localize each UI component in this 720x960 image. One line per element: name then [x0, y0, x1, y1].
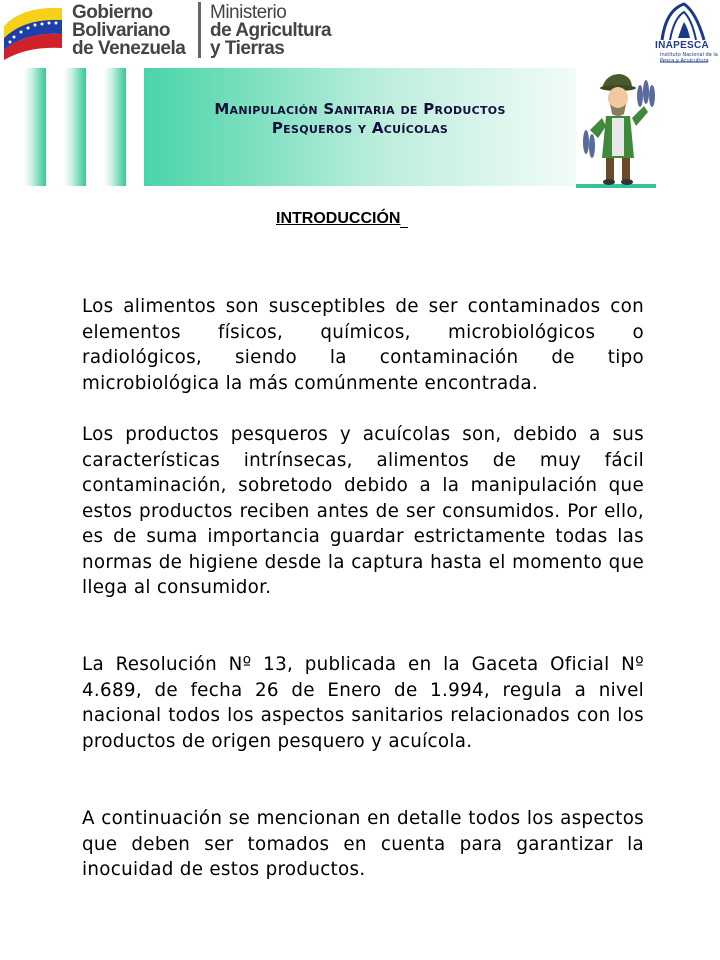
banner-stripe	[24, 68, 46, 186]
banner-stripe	[104, 68, 126, 186]
banner-title: Manipulación Sanitaria de Productos Pesqueros y Acuícolas	[214, 100, 506, 137]
inapesca-name: INAPESCA	[655, 40, 710, 51]
government-logo	[0, 0, 340, 62]
paragraph: A continuación se mencionan en detalle todos los aspectos que deben ser tomados en cuenta para garantizar la inocuidad de estos productos.	[82, 808, 644, 880]
venezuela-flag-icon	[2, 4, 64, 60]
paragraph: Los productos pesqueros y acuícolas son, debido a sus características intrínsecas, alimentos de muy fácil contaminación, sobretodo debido a la manipulación que estos productos reciben antes de ser consumidos. Por ello, es de suma importancia guardar estrictamente todas las normas de higiene desde la captura hasta el momento que llega al consumidor.	[82, 424, 644, 598]
ministry-name: Ministerio de Agricultura y Tierras	[210, 2, 332, 59]
inapesca-subtitle: Instituto Nacional de la Pesca y Acuicultura	[660, 52, 718, 64]
section-title: INTRODUCCIÓN	[276, 210, 408, 228]
paragraph: La Resolución Nº 13, publicada en la Gaceta Oficial Nº 4.689, de fecha 26 de Enero de 1.994, regula a nivel nacional todos los aspectos sanitarios relacionados con los productos de origen pesquero y acuícola.	[82, 654, 644, 752]
banner-stripe	[64, 68, 86, 186]
logo-divider	[198, 2, 201, 58]
government-name: Gobierno Bolivariano de Venezuela	[72, 2, 186, 59]
fisherman-illustration	[576, 66, 656, 190]
paragraph: Los alimentos son susceptibles de ser contaminados con elementos físicos, químicos, microbiológicos o radiológicos, siendo la contaminación de tipo microbiológica la más comúnmente encontrada.	[82, 296, 644, 394]
